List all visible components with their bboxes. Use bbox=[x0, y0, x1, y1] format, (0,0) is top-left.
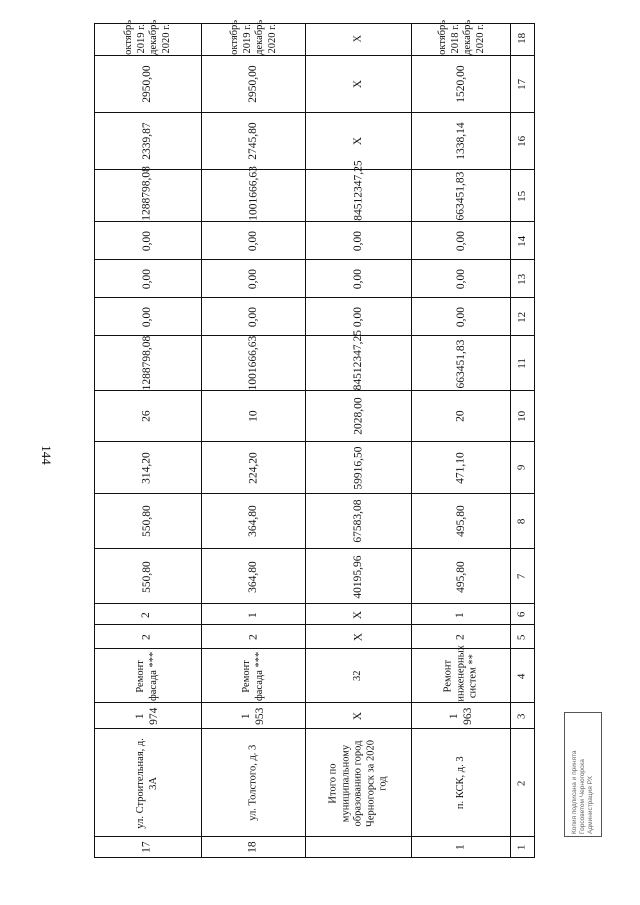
table-cell-text: 2 bbox=[454, 634, 467, 641]
table-cell bbox=[306, 729, 412, 837]
header-number-cell bbox=[511, 392, 534, 442]
table-cell-text: X bbox=[352, 80, 365, 89]
table-cell bbox=[93, 222, 202, 260]
header-number-cell-text: 10 bbox=[515, 411, 528, 423]
header-number-cell bbox=[511, 729, 534, 837]
table-cell-text: 1 963 bbox=[447, 707, 474, 725]
table-cell bbox=[306, 549, 412, 604]
table-cell bbox=[306, 625, 412, 649]
table-cell-text: 1288798,08 bbox=[140, 335, 153, 391]
table-cell bbox=[412, 392, 511, 442]
table-cell-text: 1338,14 bbox=[454, 122, 467, 161]
table-cell bbox=[93, 625, 202, 649]
table-cell-text: Ремонт фасада *** bbox=[134, 651, 159, 701]
table-cell bbox=[93, 298, 202, 336]
table-cell-text: 2028,00 bbox=[352, 397, 365, 436]
table-cell bbox=[93, 442, 202, 494]
table-cell bbox=[93, 165, 202, 222]
stamp-line: Копия подписана и принята bbox=[570, 749, 578, 834]
table-cell-text: Итого по муниципальному образованию город Черногорск за 2020 год bbox=[327, 739, 389, 827]
table-cell-text: 1 bbox=[454, 611, 467, 618]
table-cell-text: 0,00 bbox=[247, 307, 260, 328]
table-cell-text: 364,80 bbox=[247, 505, 260, 538]
table-cell-text: 314,20 bbox=[140, 451, 153, 484]
table-cell bbox=[202, 113, 306, 170]
table-cell bbox=[93, 56, 202, 113]
table-cell bbox=[306, 604, 412, 625]
table-cell-text: 32 bbox=[352, 670, 364, 682]
table-cell-text: 26 bbox=[140, 410, 153, 423]
table-cell bbox=[202, 837, 306, 857]
header-number-cell-text: 3 bbox=[515, 713, 528, 719]
data-table bbox=[94, 19, 535, 858]
table-cell bbox=[306, 298, 412, 336]
table-cell-text: 1520,00 bbox=[454, 65, 467, 104]
header-number-cell-text: 18 bbox=[515, 33, 528, 45]
stamp-line: Администрация РХ bbox=[587, 775, 595, 834]
table-cell-text: 1 953 bbox=[240, 707, 266, 725]
table-cell bbox=[412, 729, 511, 837]
table-cell bbox=[202, 392, 306, 442]
table-cell bbox=[306, 392, 412, 442]
table-cell bbox=[202, 703, 306, 729]
table-cell bbox=[412, 625, 511, 649]
header-number-cell-text: 5 bbox=[515, 634, 528, 640]
table-cell bbox=[93, 729, 202, 837]
table-cell-text: 0,00 bbox=[247, 230, 260, 252]
table-cell-text: 0,00 bbox=[454, 307, 467, 328]
table-cell bbox=[202, 729, 306, 837]
table-cell-text: 2 bbox=[140, 634, 153, 641]
table-cell bbox=[412, 549, 511, 604]
table-cell-text: 0,00 bbox=[247, 268, 260, 290]
table-cell-text: ул. Строительная, д. 3А bbox=[134, 737, 159, 829]
table-cell-text: октябрь 2019 г. декабрь 2020 г. bbox=[122, 19, 172, 55]
header-number-cell bbox=[511, 170, 534, 222]
table-cell-text: 0,00 bbox=[140, 307, 153, 328]
table-cell bbox=[93, 703, 202, 729]
table-cell-text: 59916,50 bbox=[352, 446, 365, 490]
table-cell-text: 2339,87 bbox=[140, 122, 153, 161]
table-cell bbox=[93, 113, 202, 170]
table-cell bbox=[412, 222, 511, 260]
table-cell bbox=[202, 260, 306, 298]
table-cell-text: 1 974 bbox=[133, 707, 160, 725]
table-cell bbox=[412, 645, 511, 703]
table-cell-text: 663451,83 bbox=[454, 339, 467, 389]
table-cell bbox=[412, 56, 511, 113]
table-cell bbox=[412, 113, 511, 170]
table-cell-text: п. КСК, д. 3 bbox=[455, 756, 467, 810]
table-cell bbox=[412, 494, 511, 549]
header-number-cell-text: 15 bbox=[515, 190, 528, 202]
table-cell-text: 2745,80 bbox=[247, 122, 260, 161]
table-cell bbox=[412, 336, 511, 391]
table-cell-text: 40195,96 bbox=[352, 555, 365, 599]
header-number-cell bbox=[511, 703, 534, 729]
table-cell bbox=[202, 442, 306, 494]
table-cell-text: 2950,00 bbox=[140, 65, 153, 104]
header-number-cell bbox=[511, 222, 534, 260]
page-number-text: 144 bbox=[39, 445, 54, 465]
table-cell-text: 224,20 bbox=[247, 451, 260, 484]
table-cell-text: 20 bbox=[454, 410, 467, 423]
table-cell bbox=[93, 19, 202, 56]
header-number-cell bbox=[511, 260, 534, 298]
table-cell-text: 364,80 bbox=[247, 560, 260, 593]
table-cell-text: X bbox=[352, 137, 365, 146]
table-cell-text: 0,00 bbox=[352, 268, 365, 290]
header-number-cell bbox=[511, 837, 534, 857]
table-cell bbox=[306, 703, 412, 729]
table-cell bbox=[306, 649, 412, 703]
table-cell bbox=[306, 837, 412, 857]
table-cell bbox=[306, 222, 412, 260]
table-cell bbox=[93, 392, 202, 442]
header-number-cell bbox=[511, 549, 534, 604]
table-cell-text: 550,80 bbox=[140, 560, 153, 593]
table-cell bbox=[306, 442, 412, 494]
table-cell bbox=[93, 260, 202, 298]
header-number-cell-text: 11 bbox=[515, 358, 528, 370]
table-cell bbox=[202, 604, 306, 625]
table-cell bbox=[93, 494, 202, 549]
table-cell bbox=[202, 165, 306, 222]
header-number-cell bbox=[511, 604, 534, 625]
table-cell-text: 18 bbox=[247, 841, 260, 853]
header-number-cell bbox=[511, 22, 534, 56]
header-number-cell-text: 16 bbox=[515, 135, 528, 147]
table-cell-text: октябрь 2018 г. декабрь 2020 г. bbox=[436, 19, 486, 55]
table-cell-text: 84512347,25 bbox=[352, 160, 365, 221]
header-number-cell-text: 1 bbox=[515, 844, 528, 850]
table-cell-text: 84512347,25 bbox=[352, 329, 365, 391]
table-cell bbox=[93, 649, 202, 703]
table-cell bbox=[202, 549, 306, 604]
table-cell bbox=[412, 703, 511, 729]
table-cell-text: X bbox=[352, 35, 364, 43]
table-cell-text: Ремонт фасада *** bbox=[241, 651, 266, 701]
table-cell bbox=[412, 837, 511, 857]
table-cell-text: 1288798,08 bbox=[140, 165, 153, 221]
table-cell-text: 0,00 bbox=[454, 268, 467, 290]
table-cell bbox=[306, 260, 412, 298]
table-cell bbox=[202, 336, 306, 391]
header-number-cell bbox=[511, 649, 534, 703]
header-number-cell-text: 8 bbox=[515, 518, 528, 525]
header-number-cell bbox=[511, 442, 534, 494]
header-number-cell-text: 12 bbox=[515, 311, 528, 323]
page-number bbox=[36, 440, 56, 470]
table-cell bbox=[93, 549, 202, 604]
table-cell bbox=[306, 22, 412, 56]
table-cell-text: 2 bbox=[247, 634, 260, 641]
table-cell-text: октябрь 2019 г. декабрь 2020 г. bbox=[228, 19, 278, 55]
certification-stamp bbox=[564, 712, 602, 837]
table-cell bbox=[202, 298, 306, 336]
table-cell-text: 0,00 bbox=[140, 268, 153, 290]
header-number-cell bbox=[511, 625, 534, 649]
table-cell-text: 0,00 bbox=[352, 307, 365, 328]
table-cell-text: 2950,00 bbox=[247, 65, 260, 104]
table-cell bbox=[412, 260, 511, 298]
header-number-cell bbox=[511, 56, 534, 113]
table-cell-text: 495,80 bbox=[454, 505, 467, 538]
table-cell-text: 1001666,63 bbox=[247, 165, 260, 221]
header-number-cell-text: 4 bbox=[515, 673, 528, 679]
header-number-cell-text: 2 bbox=[515, 780, 528, 786]
table-cell bbox=[412, 298, 511, 336]
table-cell bbox=[93, 837, 202, 857]
header-number-cell-text: 13 bbox=[515, 273, 528, 285]
table-cell-text: 1001666,63 bbox=[247, 335, 260, 391]
table-cell bbox=[93, 336, 202, 391]
table-cell-text: 10 bbox=[247, 410, 260, 423]
table-cell bbox=[412, 19, 511, 56]
table-cell-text: 0,00 bbox=[352, 230, 365, 252]
table-cell-text: X bbox=[352, 610, 365, 619]
table-cell-text: X bbox=[352, 633, 365, 642]
header-number-cell bbox=[511, 298, 534, 336]
table-cell bbox=[306, 113, 412, 170]
table-cell bbox=[306, 329, 412, 391]
header-number-cell-text: 9 bbox=[515, 464, 528, 471]
table-cell bbox=[412, 170, 511, 222]
table-cell-text: 550,80 bbox=[140, 505, 153, 538]
table-cell bbox=[202, 19, 306, 56]
table-cell bbox=[202, 56, 306, 113]
table-cell-text: 663451,83 bbox=[454, 171, 467, 221]
table-cell-text: Ремонт инженерных систем ** bbox=[442, 645, 479, 702]
table-grid bbox=[94, 19, 535, 858]
table-cell bbox=[202, 649, 306, 703]
table-cell-text: 495,80 bbox=[454, 560, 467, 593]
header-number-cell-text: 17 bbox=[515, 78, 528, 90]
header-number-cell-text: 14 bbox=[515, 235, 528, 247]
table-cell-text: X bbox=[352, 711, 365, 721]
stamp-text bbox=[571, 716, 595, 834]
table-cell bbox=[306, 160, 412, 222]
table-cell-text: 0,00 bbox=[140, 230, 153, 252]
table-cell bbox=[202, 222, 306, 260]
table-cell-text: 1 bbox=[454, 844, 467, 850]
table-cell bbox=[202, 625, 306, 649]
header-number-cell bbox=[511, 494, 534, 549]
header-number-cell-text: 7 bbox=[515, 573, 528, 580]
table-cell-text: ул. Толстого, д. 3 bbox=[247, 745, 259, 822]
table-cell-text: 1 bbox=[247, 611, 260, 618]
stamp-line: Горсоветом Черногорска bbox=[578, 758, 586, 834]
table-cell bbox=[202, 494, 306, 549]
table-cell bbox=[412, 442, 511, 494]
table-cell-text: 471,10 bbox=[454, 451, 467, 484]
table-cell-text: 0,00 bbox=[454, 230, 467, 252]
table-cell bbox=[306, 494, 412, 549]
header-number-cell bbox=[511, 336, 534, 391]
table-cell-text: 17 bbox=[140, 841, 153, 853]
table-cell bbox=[93, 604, 202, 625]
table-cell-text: 67583,08 bbox=[352, 499, 365, 543]
header-number-cell-text: 6 bbox=[515, 611, 528, 618]
table-cell bbox=[412, 604, 511, 625]
table-cell-text: 2 bbox=[140, 611, 153, 618]
table-cell bbox=[306, 56, 412, 113]
header-number-cell bbox=[511, 113, 534, 170]
